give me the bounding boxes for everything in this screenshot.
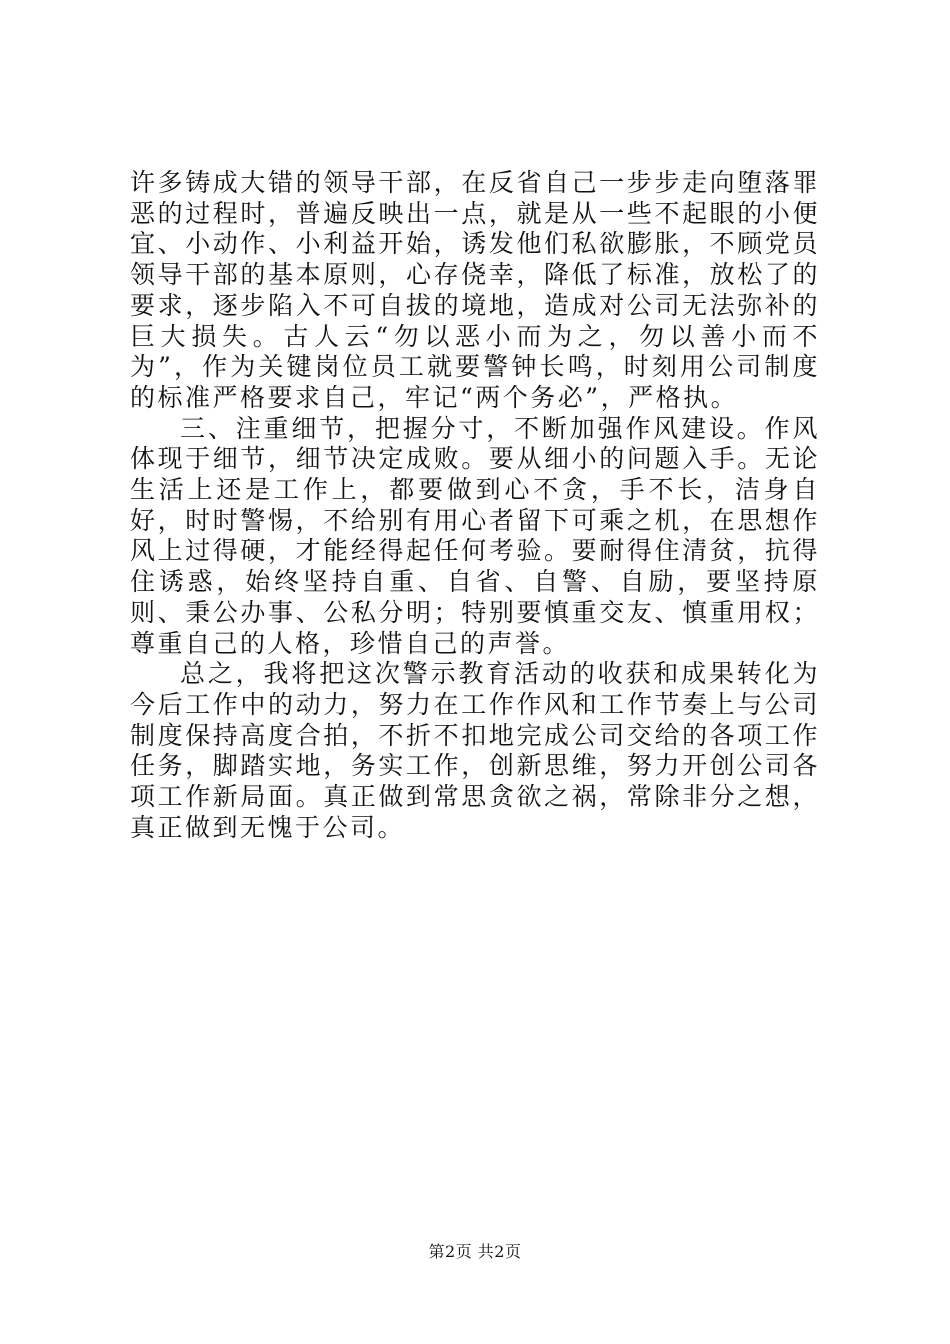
paragraph-continuation: 许多铸成大错的领导干部，在反省自己一步步走向堕落罪恶的过程时，普遍反映出一点，就是从一些不起眼的小便宜、小动作、小利益开始，诱发他们私欲膨胀，不顾党员领导干部的基本原则，心存侥幸，降低了标准，放松了的要求，逐步陷入不可自拔的境地，造成对公司无法弥补的巨大损失。古人云“勿以恶小而为之，勿以善小而不为”，作为关键岗位员工就要警钟长鸣，时刻用公司制度的标准严格要求自己，牢记“两个务必”，严格执。: [130, 168, 820, 412]
page-number-footer: 第2页 共2页: [428, 1242, 522, 1261]
paragraph-section-three: 三、注重细节，把握分寸，不断加强作风建设。作风体现于细节，细节决定成败。要从细小的问题入手。无论生活上还是工作上，都要做到心不贪，手不长，洁身自好，时时警惕，不给别有用心者留下可乘之机，在思想作风上过得硬，才能经得起任何考验。要耐得住清贫，抗得住诱惑，始终坚持自重、自省、自警、自励，要坚持原则、秉公办事、公私分明；特别要慎重交友、慎重用权；尊重自己的人格，珍惜自己的声誉。: [130, 413, 820, 658]
paragraph-conclusion: 总之，我将把这次警示教育活动的收获和成果转化为今后工作中的动力，努力在工作作风和工作节奏上与公司制度保持高度合拍，不折不扣地完成公司交给的各项工作任务，脚踏实地，务实工作，创新思维，努力开创公司各项工作新局面。真正做到常思贪欲之祸，常除非分之想，真正做到无愧于公司。: [130, 659, 820, 842]
document-body: [130, 168, 820, 843]
